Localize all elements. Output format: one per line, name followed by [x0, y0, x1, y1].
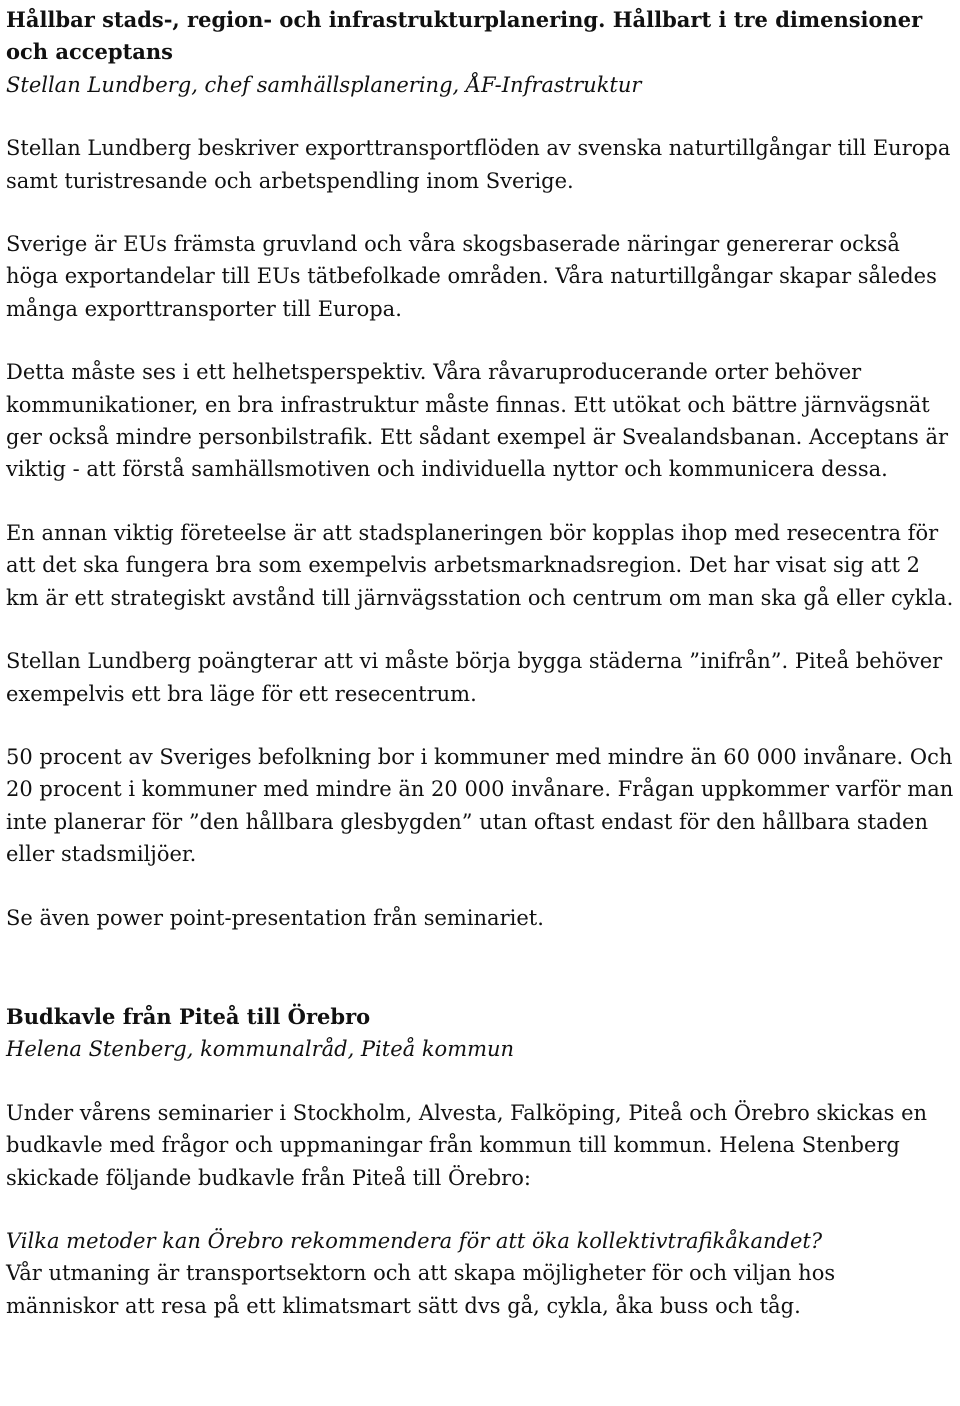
section2-title: Budkavle från Piteå till Örebro [6, 1003, 371, 1029]
section1-title: Hållbar stads-, region- och infrastrukturplanering. Hållbart i tre dimensioner och acceptans [6, 7, 923, 65]
section1-paragraph-1: Stellan Lundberg beskriver exporttransportflöden av svenska naturtillgångar till Europa samt turistresande och arbetspendling inom Sverige. [6, 136, 951, 193]
section2-intro: Under vårens seminarier i Stockholm, Alvesta, Falköping, Piteå och Örebro skickas en budkavle med frågor och uppmaningar från kommun till kommun. Helena Stenberg skickade följande budkavle från Piteå till Örebro: [6, 1100, 928, 1190]
section1-paragraph-6: 50 procent av Sveriges befolkning bor i kommuner med mindre än 60 000 invånare. Och 20 procent i kommuner med mindre än 20 000 invånare. Frågan uppkommer varför man inte planerar för ”den hållbara glesbygden” utan oftast endast för den hållbara staden eller stadsmiljöer. [6, 744, 954, 867]
spacer [6, 486, 954, 517]
spacer [6, 197, 954, 228]
spacer [6, 325, 954, 356]
section1-paragraph-3: Detta måste ses i ett helhetsperspektiv. Våra råvaruproducerande orter behöver kommunikationer, en bra infrastruktur måste finnas. Ett utökat och bättre järnvägsnät ger också mindre personbilstrafik. Ett sådant exempel är Svealandsbanan. Acceptans är viktig - att förstå samhällsmotiven och individuella nyttor och kommunicera dessa. [6, 360, 949, 482]
section2-question: Vilka metoder kan Örebro rekommendera för att öka kollektivtrafikåkandet? [6, 1228, 823, 1253]
section2-answer: Vår utmaning är transportsektorn och att skapa möjligheter för och viljan hos människor att resa på ett klimatsmart sätt dvs gå, cykla, åka buss och tåg. [6, 1261, 836, 1318]
section1-paragraph-4: En annan viktig företeelse är att stadsplaneringen bör kopplas ihop med resecentra för att det ska fungera bra som exempelvis arbetsmarknadsregion. Det har visat sig att 2 km är ett strategiskt avstånd till järnvägsstation och centrum om man ska gå eller cykla. [6, 520, 954, 610]
document-page [6, 4, 954, 1322]
section1-paragraph-2: Sverige är EUs främsta gruvland och våra skogsbaserade näringar genererar också höga exportandelar till EUs tätbefolkade områden. Våra naturtillgångar skapar således många exporttransporter till Europa. [6, 232, 937, 321]
spacer [6, 871, 954, 902]
section1-paragraph-7: Se även power point-presentation från seminariet. [6, 905, 544, 930]
spacer [6, 934, 954, 1001]
spacer [6, 1066, 954, 1097]
spacer [6, 1194, 954, 1225]
section1-paragraph-5: Stellan Lundberg poängterar att vi måste börja bygga städerna ”inifrån”. Piteå behöver exempelvis ett bra läge för ett resecentrum. [6, 649, 943, 706]
spacer [6, 614, 954, 645]
spacer [6, 101, 954, 132]
spacer [6, 710, 954, 741]
section1-byline: Stellan Lundberg, chef samhällsplanering, ÅF-Infrastruktur [6, 72, 642, 97]
section2-byline: Helena Stenberg, kommunalråd, Piteå kommun [6, 1037, 515, 1062]
